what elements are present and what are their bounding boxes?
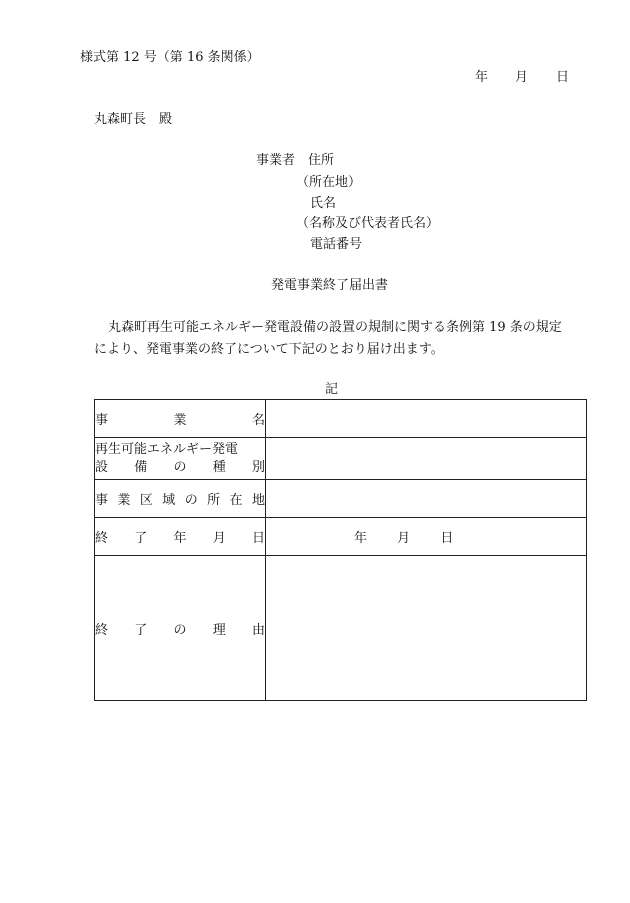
end-date-year: 年	[354, 531, 368, 546]
label-line: 再生可能エネルギー発電	[95, 441, 239, 457]
label-char: の	[173, 459, 187, 475]
label-char: 地	[251, 493, 265, 508]
addressee: 丸森町長 殿	[94, 112, 173, 127]
row-label-facility-type	[95, 438, 266, 480]
table-row	[95, 518, 587, 556]
facility-type-field[interactable]	[266, 438, 587, 480]
label-char: 設	[95, 459, 109, 475]
label-char: 名	[251, 413, 265, 428]
business-area-field[interactable]	[266, 480, 587, 518]
name-note: （名称及び代表者氏名）	[296, 216, 440, 231]
label-char: 域	[162, 493, 176, 508]
document-title: 発電事業終了届出書	[271, 278, 389, 293]
date-month: 月	[515, 70, 529, 85]
address-label: 住所	[308, 153, 335, 168]
date-year: 年	[475, 70, 489, 85]
label-char: 了	[134, 622, 148, 638]
body-line-1: 丸森町再生可能エネルギー発電設備の設置の規制に関する条例第 19 条の規定	[108, 320, 562, 335]
table-row	[95, 556, 587, 701]
business-name-field[interactable]	[266, 400, 587, 438]
label-char: 種	[212, 459, 226, 475]
form-number: 様式第 12 号（第 16 条関係）	[80, 50, 260, 65]
address-note: （所在地）	[296, 175, 362, 190]
label-char: 月	[212, 531, 226, 546]
label-char: 区	[139, 493, 153, 508]
label-char: 業	[117, 493, 131, 508]
table-row	[95, 438, 587, 480]
label-char: 別	[251, 459, 265, 475]
row-label-business-name	[95, 400, 266, 438]
end-reason-field[interactable]	[266, 556, 587, 701]
end-date-field[interactable]	[266, 518, 587, 556]
label-char: 事	[95, 493, 109, 508]
label-char: 由	[251, 622, 265, 638]
label-char: 終	[95, 531, 109, 546]
label-char: 所	[207, 493, 221, 508]
label-char: 了	[134, 531, 148, 546]
label-char: 在	[229, 493, 243, 508]
label-char: 業	[173, 413, 187, 428]
label-char: 日	[251, 531, 265, 546]
label-char: 事	[95, 413, 109, 428]
label-char: 備	[134, 459, 148, 475]
label-char: 年	[173, 531, 187, 546]
date-day: 日	[556, 70, 570, 85]
name-label: 氏名	[310, 196, 337, 211]
notification-table	[94, 399, 587, 701]
row-label-end-reason	[95, 556, 266, 701]
applicant-role: 事業者	[256, 153, 296, 168]
table-row	[95, 400, 587, 438]
label-char: 終	[95, 622, 109, 638]
end-date-month: 月	[397, 531, 411, 546]
label-char: の	[173, 622, 187, 638]
phone-label: 電話番号	[310, 237, 363, 252]
body-line-2: により、発電事業の終了について下記のとおり届け出ます。	[94, 342, 444, 357]
table-row	[95, 480, 587, 518]
label-char: の	[184, 493, 198, 508]
ki-label: 記	[325, 382, 339, 397]
end-date-day: 日	[440, 531, 454, 546]
label-char: 理	[212, 622, 226, 638]
row-label-end-date	[95, 518, 266, 556]
row-label-business-area	[95, 480, 266, 518]
